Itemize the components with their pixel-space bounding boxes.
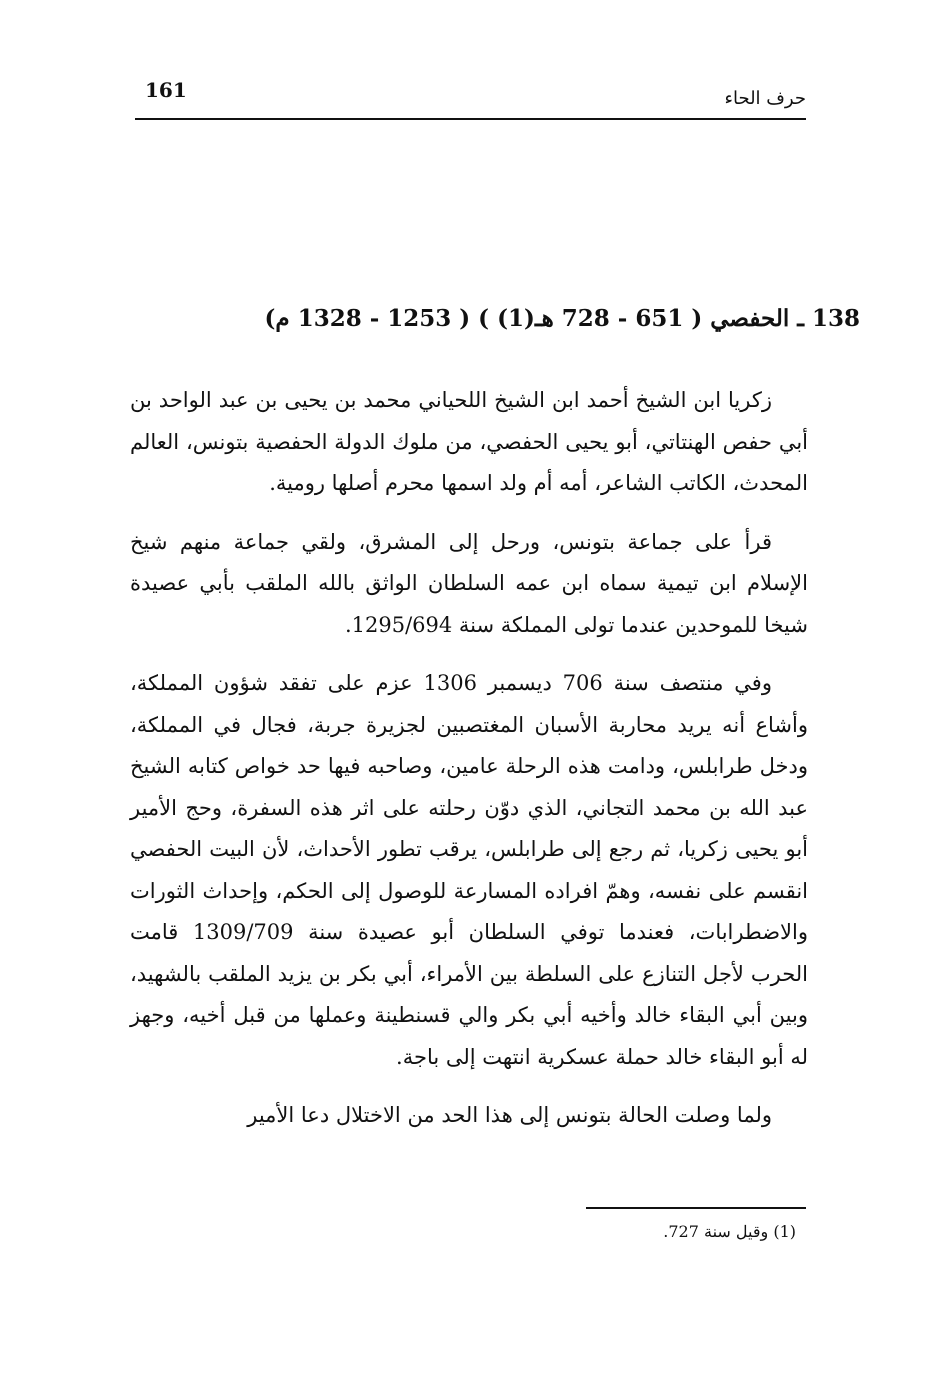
footnote: (1) وقيل سنة 727.: [663, 1222, 796, 1241]
paragraph: قرأ على جماعة بتونس، ورحل إلى المشرق، ولقي جماعة منهم شيخ الإسلام ابن تيمية سماه ابن عمه السلطان الواثق بالله الملقب بأبي عصيدة شيخا للموحدين عندما تولى المملكة سنة 1295/694.: [130, 529, 808, 637]
paragraph: وفي منتصف سنة 706 ديسمبر 1306 عزم على تفقد شؤون المملكة، وأشاع أنه يريد محاربة الأسبان المغتصبين لجزيرة جربة، فجال في المملكة، ودخل طرابلس، ودامت هذه الرحلة عامين، وصاحبه فيها حد خواص كتابه الشيخ عبد الله بن محمد التجاني، الذي دوّن رحلته على اثر هذه السفرة، وحج الأمير أبو يحيى زكريا، ثم رجع إلى طرابلس، يرقب تطور الأحداث، لأن البيت الحفصي انقسم على نفسه، وهمّ افراده المسارعة للوصول إلى الحكم، وإحداث الثورات والاضطرابات، فعندما توفي السلطان أبو عصيدة سنة 1309/709 قامت الحرب لأجل التنازع على السلطة بين الأمراء، أبي بكر بن يزيد الملقب بالشهيد، وبين أبي البقاء خالد وأخيه أبي بكر والي قسنطينة وعملها من قبل أخيه، وجهز له أبو البقاء خالد حملة عسكرية انتهت إلى باجة.: [130, 671, 808, 1069]
running-head: حرف الحاء: [724, 88, 806, 109]
body-text: [130, 380, 808, 1154]
paragraph: ولما وصلت الحالة بتونس إلى هذا الحد من الاختلال دعا الأمير: [247, 1103, 772, 1127]
footnote-rule: [586, 1207, 806, 1209]
page-number: 161: [145, 78, 187, 102]
header-rule: [135, 118, 806, 120]
entry-title: 138 ـ الحفصي ( 651 - 728 هـ(1) ) ( 1253 - 1328 م): [264, 305, 860, 332]
page-header: [135, 78, 806, 120]
paragraph: زكريا ابن الشيخ أحمد ابن الشيخ اللحياني محمد بن يحيى بن عبد الواحد بن أبي حفص الهنتاتي، أبو يحيى الحفصي، من ملوك الدولة الحفصية بتونس، العالم المحدث، الكاتب الشاعر، أمه أم ولد اسمها محرم أصلها رومية.: [130, 388, 808, 495]
